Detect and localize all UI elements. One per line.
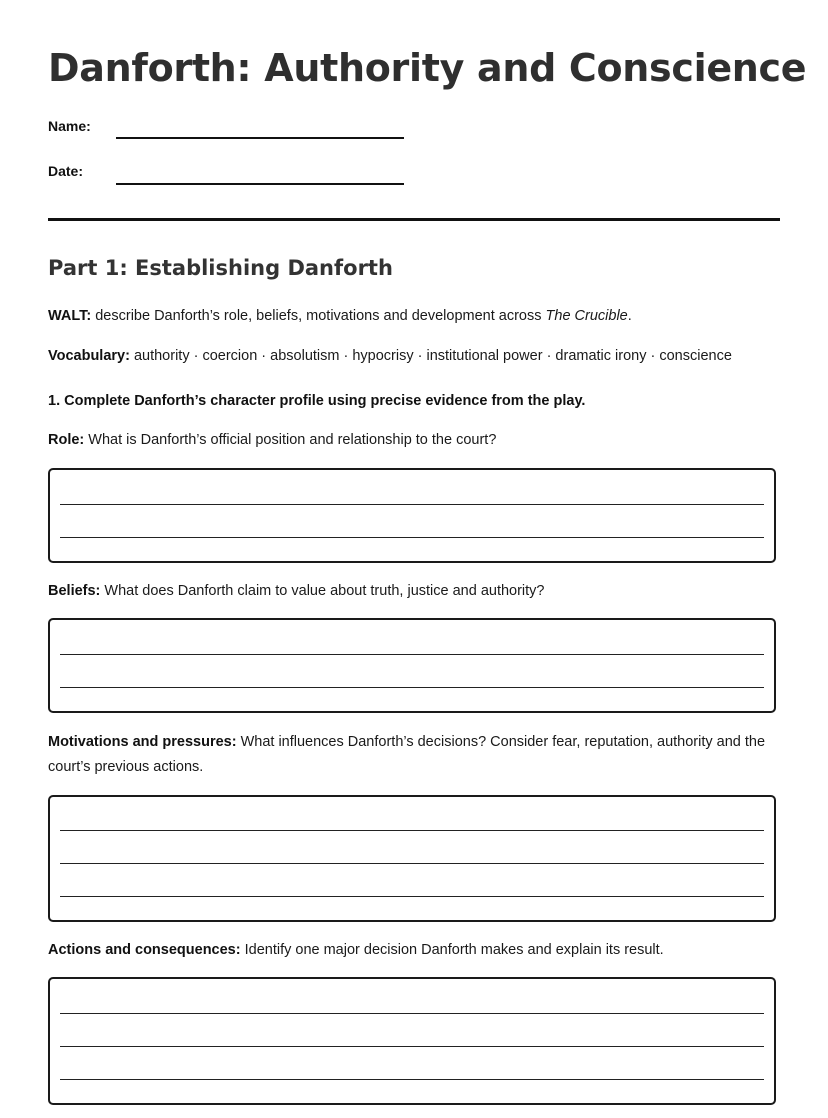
answer-box-motivations[interactable] — [48, 795, 776, 922]
divider — [48, 218, 780, 221]
writing-line — [60, 896, 764, 897]
date-label: Date: — [48, 163, 84, 179]
answer-box-beliefs[interactable] — [48, 618, 776, 713]
prompt-actions — [48, 938, 780, 963]
prompt-text: What is Danforth’s official position and relationship to the court? — [84, 432, 497, 448]
writing-line — [60, 537, 764, 538]
vocabulary-label: Vocabulary: — [48, 348, 130, 364]
walt-statement — [48, 304, 780, 329]
name-field[interactable] — [116, 137, 404, 139]
walt-play-title: The Crucible — [545, 308, 628, 324]
name-label: Name: — [48, 118, 91, 134]
prompt-beliefs — [48, 579, 780, 604]
question-1 — [48, 389, 780, 414]
prompt-text: What does Danforth claim to value about truth, justice and authority? — [100, 583, 545, 599]
answer-box-role[interactable] — [48, 468, 776, 563]
walt-end: . — [627, 308, 632, 324]
writing-line — [60, 1046, 764, 1047]
prompt-text: What influences Danforth’s decisions? Consider fear, reputation, authority and the court’s previous actions. — [48, 734, 766, 775]
writing-line — [60, 654, 764, 655]
page-title: Danforth: Authority and Conscience — [48, 46, 807, 90]
prompt-label: Actions and consequences: — [48, 942, 241, 958]
vocabulary-terms: authority · coercion · absolutism · hypocrisy · institutional power · dramatic irony · conscience — [129, 348, 732, 364]
writing-line — [60, 1079, 764, 1080]
prompt-label: Motivations and pressures: — [48, 734, 237, 750]
writing-line — [60, 830, 764, 831]
prompt-label: Role: — [48, 432, 85, 448]
writing-line — [60, 687, 764, 688]
writing-line — [60, 1013, 764, 1014]
writing-line — [60, 504, 764, 505]
prompt-text: Identify one major decision Danforth makes and explain its result. — [240, 942, 664, 958]
question-1-text: 1. Complete Danforth’s character profile using precise evidence from the play. — [48, 393, 586, 409]
prompt-role — [48, 428, 780, 453]
prompt-label: Beliefs: — [48, 583, 101, 599]
writing-line — [60, 863, 764, 864]
date-field[interactable] — [116, 183, 404, 185]
vocabulary-list — [48, 344, 780, 369]
section-heading-part-1: Part 1: Establishing Danforth — [48, 256, 393, 280]
prompt-motivations — [48, 730, 780, 780]
walt-label: WALT: — [48, 308, 92, 324]
walt-text: describe Danforth’s role, beliefs, motivations and development across — [91, 308, 546, 324]
answer-box-actions[interactable] — [48, 977, 776, 1105]
